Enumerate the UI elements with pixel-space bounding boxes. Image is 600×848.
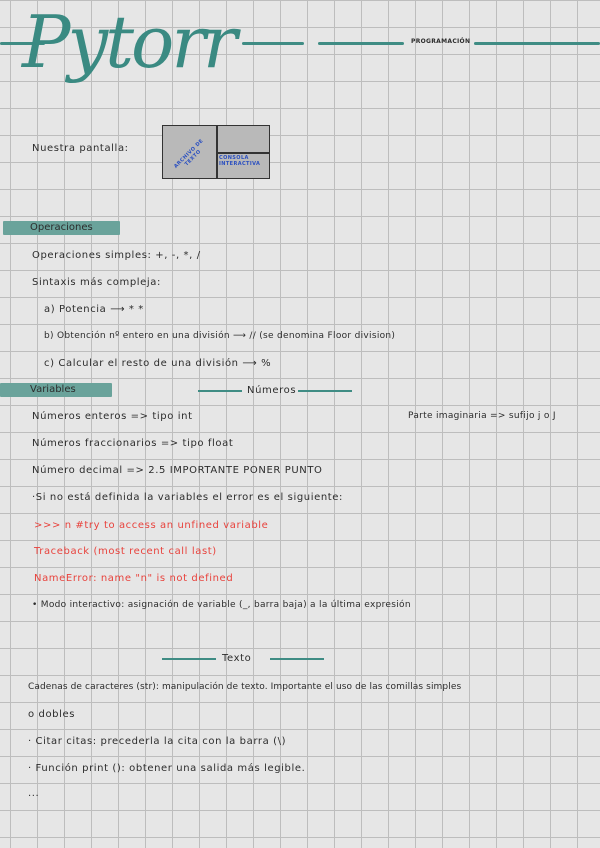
texto-bullet-1: · Citar citas: precederla la cita con la barra (\) [28, 736, 287, 747]
texto-line-2: o dobles [28, 709, 76, 720]
texto-title: Texto [222, 653, 252, 664]
section-heading-variables: Variables [30, 384, 76, 395]
subject-label: PROGRAMACIÓN [411, 38, 471, 45]
texto-line-right [270, 658, 324, 660]
header-line-right-a [318, 42, 404, 45]
ops-item-a: a) Potencia ⟶ * * [44, 304, 144, 315]
var-line-4: ·Si no está definida la variables el error es el siguiente: [32, 492, 344, 503]
var-line-1: Números enteros => tipo int [32, 411, 193, 422]
modo-interactivo: • Modo interactivo: asignación de variable (_, barra baja) a la última expresión [32, 600, 411, 610]
section-heading-operaciones: Operaciones [30, 222, 93, 233]
numeros-line-right [298, 390, 352, 392]
texto-bullet-2: · Función print (): obtener una salida más legible. [28, 763, 306, 774]
screen-label: Nuestra pantalla: [32, 143, 129, 154]
numeros-title: Números [247, 385, 297, 396]
numeros-line-left [198, 390, 242, 392]
ops-item-c: c) Calcular el resto de una división ⟶ % [44, 358, 272, 369]
imaginary-note: Parte imaginaria => sufijo j o J [408, 411, 556, 421]
screen-diagram [162, 125, 270, 179]
section-tag-operaciones [3, 221, 120, 235]
header-line-mid [242, 42, 304, 45]
texto-line-1: Cadenas de caracteres (str): manipulación de texto. Importante el uso de las comillas simples [28, 682, 462, 692]
var-line-2: Números fraccionarios => tipo float [32, 438, 234, 449]
var-line-3: Número decimal => 2.5 IMPORTANTE PONER PUNTO [32, 465, 323, 476]
ops-simple: Operaciones simples: +, -, *, / [32, 250, 201, 261]
page-title: Pytorr [22, 0, 235, 84]
ops-item-b: b) Obtención nº entero en una división ⟶ // (se denomina Floor division) [44, 331, 396, 341]
screen-divider-horizontal [216, 152, 269, 154]
error-line-3: NameError: name "n" is not defined [34, 573, 234, 584]
texto-ellipsis: ... [28, 788, 40, 799]
ops-complex: Sintaxis más compleja: [32, 277, 161, 288]
section-tag-variables [0, 383, 112, 397]
error-line-2: Traceback (most recent call last) [34, 546, 217, 557]
text-file-pane-label: ARCHIVO DE TEXTO [173, 138, 205, 170]
console-pane-label: CONSOLA INTERACTIVA [219, 155, 261, 167]
error-line-1: >>> n #try to access an unfined variable [34, 520, 269, 531]
texto-line-left [162, 658, 216, 660]
header-line-right-b [474, 42, 600, 45]
